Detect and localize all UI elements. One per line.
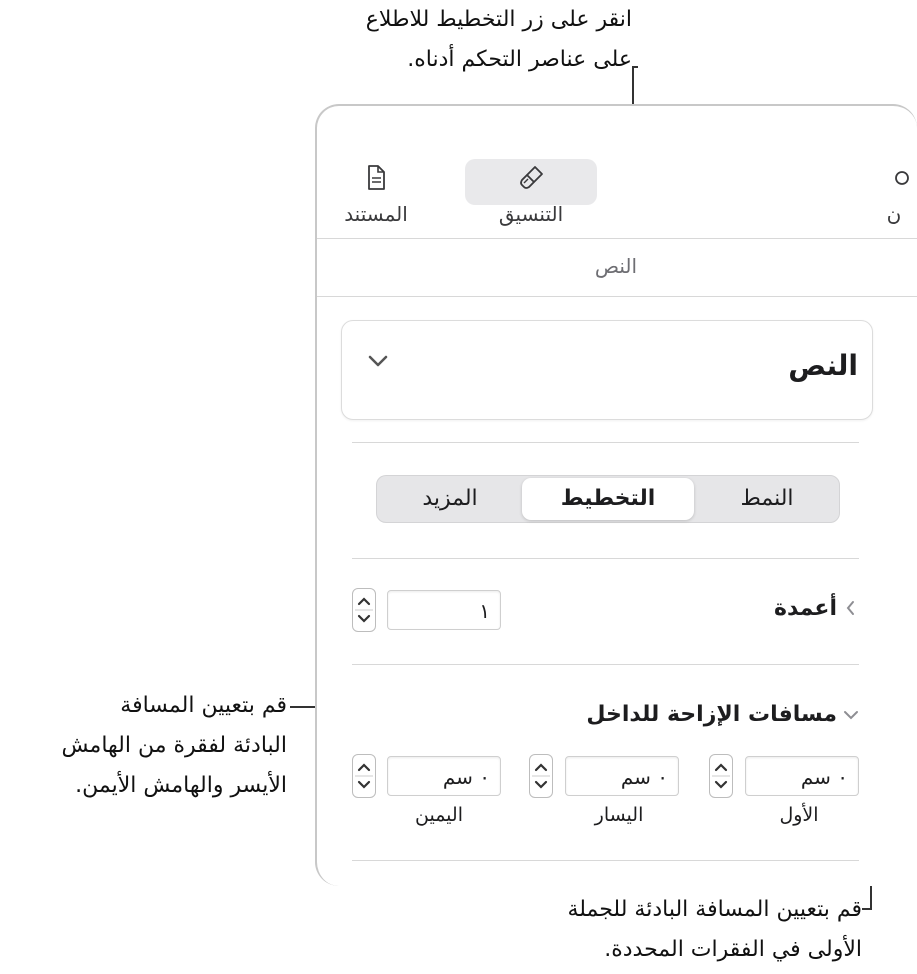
callout-line: الأولى في الفقرات المحددة. <box>604 937 862 962</box>
left-indent-field[interactable]: ٠ سم <box>565 756 679 796</box>
callout-indent-margins <box>62 686 288 806</box>
callout-line: الأيسر والهامش الأيمن. <box>75 773 287 798</box>
seg-layout[interactable]: التخطيط <box>522 478 694 520</box>
divider <box>352 860 859 861</box>
seg-more[interactable]: المزيد <box>422 486 478 511</box>
divider <box>352 558 859 559</box>
left-indent-caption: اليسار <box>594 804 644 826</box>
leader-line <box>862 908 872 910</box>
callout-first-line-indent <box>567 890 862 970</box>
divider <box>317 296 917 297</box>
segmented-control <box>376 475 840 523</box>
callout-line: البادئة لفقرة من الهامش <box>61 733 287 758</box>
divider <box>352 664 859 665</box>
right-indent-stepper[interactable] <box>352 754 376 798</box>
tab-partial-label: ن <box>886 202 902 226</box>
chevron-down-icon[interactable] <box>843 706 859 725</box>
left-indent-stepper[interactable] <box>529 754 553 798</box>
indents-label: مسافات الإزاحة للداخل <box>586 702 837 727</box>
tab-format-label: التنسيق <box>498 202 564 226</box>
columns-stepper[interactable] <box>352 588 376 632</box>
paragraph-style-value: النص <box>788 349 858 382</box>
leader-line <box>632 66 638 68</box>
first-indent-stepper[interactable] <box>709 754 733 798</box>
first-indent-field[interactable]: ٠ سم <box>745 756 859 796</box>
format-inspector-panel <box>315 104 917 886</box>
paintbrush-icon <box>465 164 597 202</box>
tab-format[interactable] <box>465 164 597 226</box>
right-indent-caption: اليمين <box>415 804 463 826</box>
first-indent-caption: الأول <box>779 804 819 826</box>
seg-style[interactable]: النمط <box>740 486 794 511</box>
partial-tab-icon <box>879 164 909 202</box>
divider <box>352 442 859 443</box>
tab-partial[interactable] <box>879 164 909 226</box>
section-title: النص <box>594 254 637 278</box>
callout-line: قم بتعيين المسافة <box>120 693 287 718</box>
callout-line: انقر على زر التخطيط للاطلاع <box>365 7 632 32</box>
chevron-left-icon[interactable] <box>845 600 857 620</box>
right-indent-field[interactable]: ٠ سم <box>387 756 501 796</box>
columns-label: أعمدة <box>773 596 837 621</box>
columns-field[interactable]: ١ <box>387 590 501 630</box>
chevron-down-icon <box>368 353 388 372</box>
document-icon <box>331 164 421 202</box>
paragraph-style-popup[interactable] <box>341 320 873 420</box>
callout-layout-button <box>366 0 632 80</box>
callout-line: على عناصر التحكم أدناه. <box>407 47 632 72</box>
divider <box>317 238 917 239</box>
tab-document-label: المستند <box>344 202 408 226</box>
tab-document[interactable] <box>331 164 421 226</box>
callout-line: قم بتعيين المسافة البادئة للجملة <box>567 897 862 922</box>
